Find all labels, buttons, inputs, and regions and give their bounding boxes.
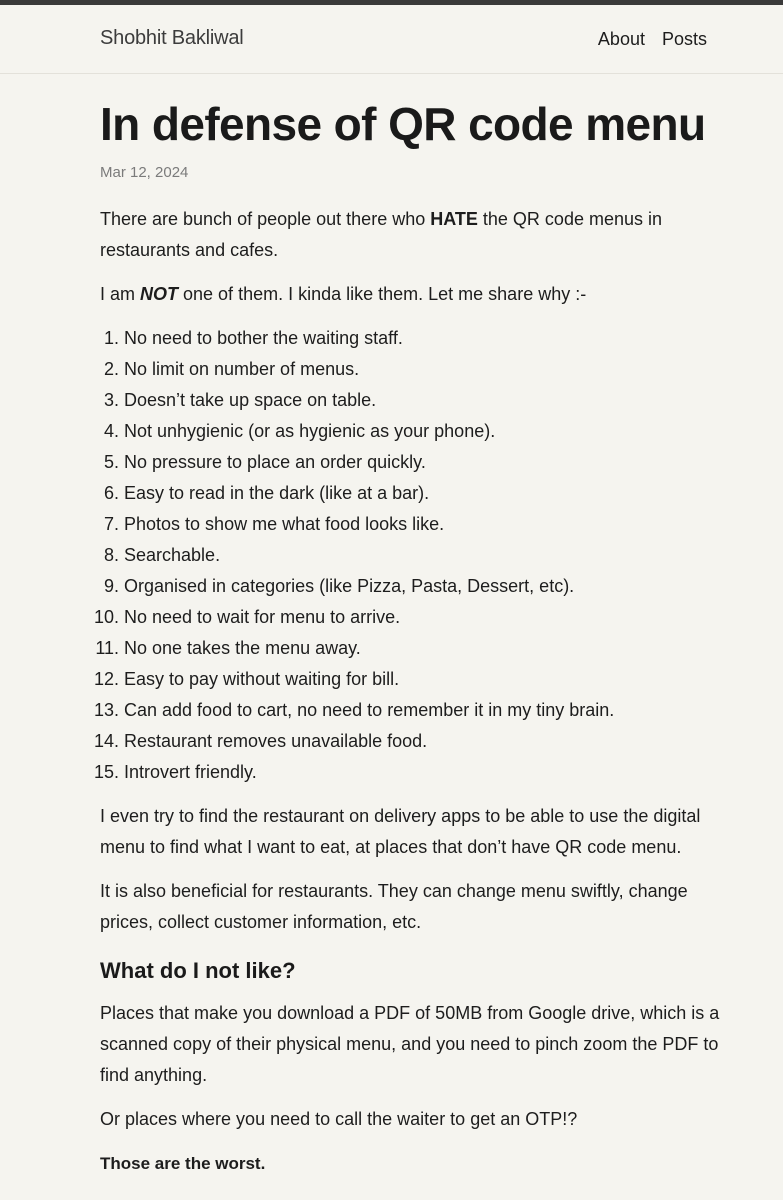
site-title-link[interactable]: Shobhit Bakliwal: [100, 27, 244, 49]
post-date: Mar 12, 2024: [100, 164, 189, 181]
list-item: 14. Restaurant removes unavailable food.: [124, 726, 720, 757]
list-item: 7. Photos to show me what food looks like.: [124, 509, 720, 540]
stance-emphasis-text: NOT: [140, 284, 179, 304]
list-item: 9. Organised in categories (like Pizza, Pasta, Dessert, etc).: [124, 571, 720, 602]
closing-statement: Those are the worst.: [100, 1154, 266, 1173]
delivery-apps-paragraph: I even try to find the restaurant on delivery apps to be able to use the digital menu to find what I want to eat, at places that don’t have QR code menu.: [100, 806, 701, 857]
list-item: 8. Searchable.: [124, 540, 720, 571]
list-item: 6. Easy to read in the dark (like at a bar).: [124, 478, 720, 509]
intro-text-end: the QR code menus in restaurants and cafes.: [100, 209, 663, 260]
list-item: 12. Easy to pay without waiting for bill.: [124, 664, 720, 695]
main-nav: [598, 29, 707, 50]
stance-emphasis-not: [140, 284, 178, 304]
stance-paragraph: [100, 279, 720, 310]
intro-bold-hate: HATE: [430, 209, 478, 229]
intro-paragraph: [100, 204, 720, 266]
nav-link-about[interactable]: About: [597, 29, 645, 49]
list-item: 1. No need to bother the waiting staff.: [124, 323, 720, 354]
list-item: 11. No one takes the menu away.: [124, 633, 720, 664]
stance-text-end: one of them. I kinda like them. Let me share why :-: [178, 284, 587, 304]
list-item: 5. No pressure to place an order quickly.: [124, 447, 720, 478]
stance-text-start: I am: [100, 284, 141, 304]
section-heading: What do I not like?: [100, 958, 296, 983]
site-header: [0, 5, 783, 74]
restaurant-benefit-paragraph: It is also beneficial for restaurants. They can change menu swiftly, change prices, collect customer information, etc.: [100, 881, 688, 932]
post-article: [100, 96, 720, 1192]
list-item: 15. Introvert friendly.: [124, 757, 720, 788]
post-content: [100, 204, 720, 1179]
list-item: 2. No limit on number of menus.: [124, 354, 720, 385]
list-item: 3. Doesn’t take up space on table.: [124, 385, 720, 416]
pdf-complaint-paragraph: Places that make you download a PDF of 50MB from Google drive, which is a scanned copy of their physical menu, and you need to pinch zoom the PDF to find anything.: [100, 1003, 720, 1085]
list-item: 10. No need to wait for menu to arrive.: [124, 602, 720, 633]
intro-text-start: There are bunch of people out there who: [100, 209, 431, 229]
post-title: In defense of QR code menu: [100, 98, 706, 150]
reasons-list: [100, 323, 720, 788]
list-item: 13. Can add food to cart, no need to remember it in my tiny brain.: [124, 695, 720, 726]
nav-link-posts[interactable]: Posts: [661, 29, 707, 49]
otp-complaint-paragraph: Or places where you need to call the waiter to get an OTP!?: [100, 1109, 578, 1129]
list-item: 4. Not unhygienic (or as hygienic as your phone).: [124, 416, 720, 447]
